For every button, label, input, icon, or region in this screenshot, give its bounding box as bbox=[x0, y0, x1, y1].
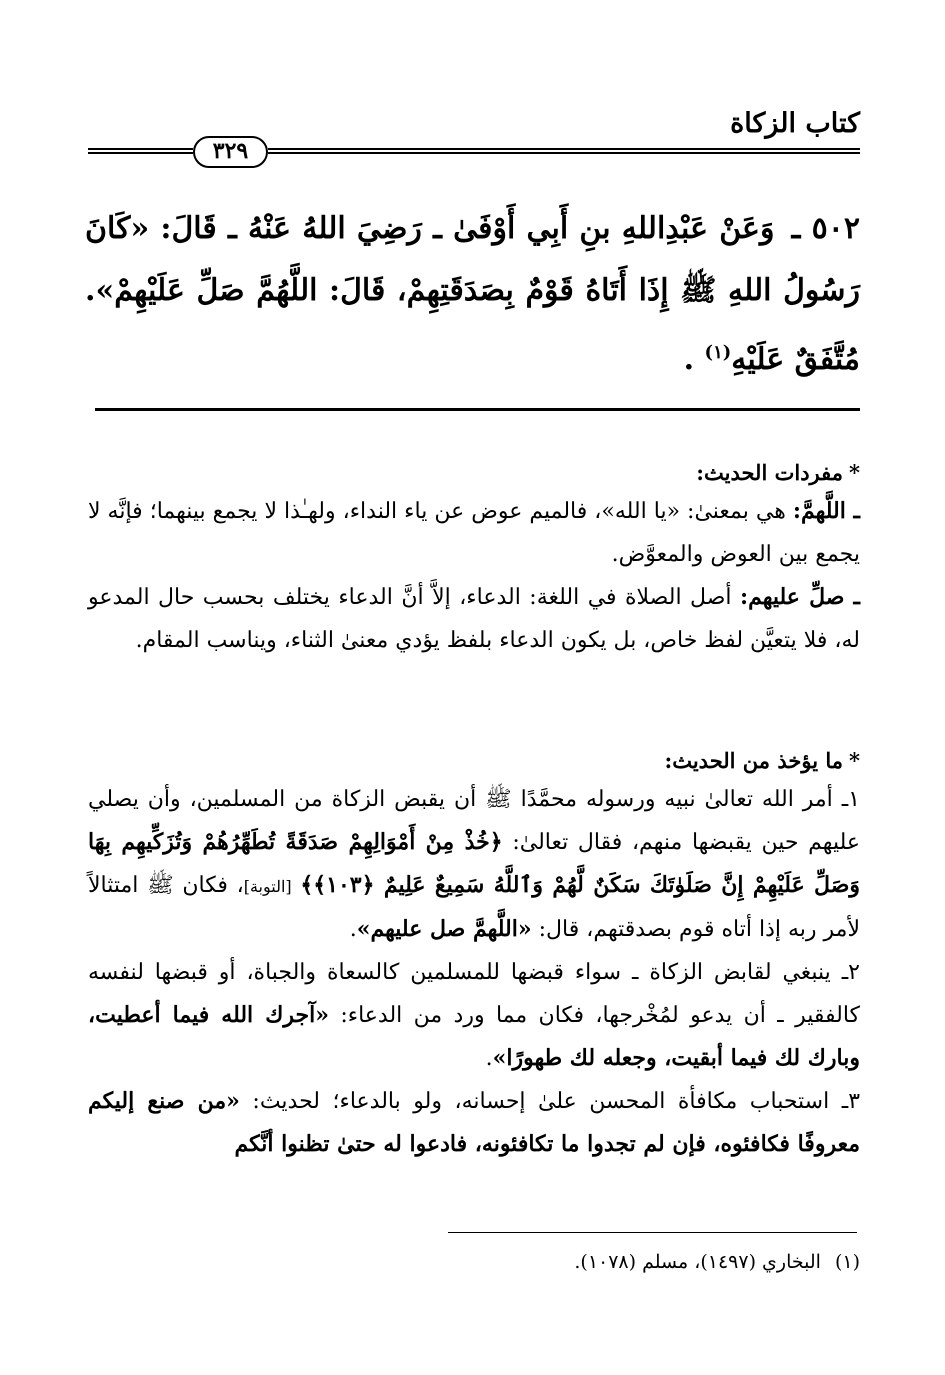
footnote bbox=[88, 1246, 860, 1278]
lesson-end: . bbox=[349, 917, 357, 942]
quran-verse: ﴿خُذْ مِنْ أَمْوَالِهِمْ صَدَقَةً تُطَهِّرُهُمْ وَتُزَكِّيهِم بِهَا وَصَلِّ عَلَيْهِمْ إِنَّ صَلَوٰتَكَ سَكَنٌ لَّهُمْ وَٱللَّهُ سَمِيعٌ عَلِيمٌ ﴿١٠٣﴾﴾ bbox=[88, 829, 861, 898]
vocab-definition: أصل الصلاة في اللغة: الدعاء، إلاَّ أنَّ الدعاء يختلف بحسب حال المدعو له، فلا يتعيَّن لفظ خاص، بل يكون الدعاء بلفظ يؤدي معنىٰ الثناء، ويناسب المقام. bbox=[88, 585, 860, 653]
hadith-end: . bbox=[683, 342, 695, 377]
vocab-term: ـ صلِّ عليهم: bbox=[739, 584, 860, 610]
lessons-heading-text: ما يؤخذ من الحديث: bbox=[664, 748, 844, 773]
header-rule-right bbox=[268, 148, 860, 154]
lesson-end: . bbox=[485, 1046, 493, 1071]
lesson-text: ، فكان ﷺ امتثالاً لأمر ربه إذا أتاه قوم بصدقتهم، قال: bbox=[88, 873, 860, 942]
star-icon: * bbox=[849, 460, 860, 485]
star-icon: * bbox=[849, 748, 860, 773]
section-divider bbox=[95, 408, 860, 411]
vocab-heading-text: مفردات الحديث: bbox=[696, 460, 844, 485]
lesson-quote: «آجرك الله فيما أعطيت، وبارك لك فيما أبقيت، وجعله لك طهورًا» bbox=[88, 1002, 860, 1071]
running-title: كتاب الزكاة bbox=[730, 108, 860, 139]
footnote-text: البخاري (١٤٩٧)، مسلم (١٠٧٨). bbox=[574, 1251, 821, 1273]
footnote-ref: (١) bbox=[704, 342, 732, 363]
page-number: ٣٢٩ bbox=[193, 136, 268, 168]
vocab-section bbox=[88, 458, 860, 662]
lesson-item-2 bbox=[88, 951, 860, 1080]
lessons-heading bbox=[88, 746, 860, 776]
verse-source: [التوبة] bbox=[243, 877, 292, 896]
hadith-body: وَعَنْ عَبْدِاللهِ بنِ أَبِي أَوْفَىٰ ـ رَضِيَ اللهُ عَنْهُ ـ قَالَ: «كَانَ رَسُولُ اللهِ ﷺ إِذَا أَتَاهُ قَوْمٌ بِصَدَقَتِهِمْ، قَالَ: اللَّهُمَّ صَلِّ عَلَيْهِمْ». مُتَّفَقٌ عَلَيْهِ bbox=[85, 211, 860, 377]
hadith-text-block bbox=[85, 198, 860, 391]
lesson-quote: «من صنع إليكم معروفًا فكافئوه، فإن لم تجدوا ما تكافئونه، فادعوا له حتىٰ تظنوا أنَّكم bbox=[88, 1088, 860, 1157]
lesson-text: ١ـ أمر الله تعالىٰ نبيه ورسوله محمَّدًا ﷺ أن يقبض الزكاة من المسلمين، وأن يصلي عليهم حين يقبضها منهم، فقال تعالىٰ: bbox=[88, 787, 860, 855]
lesson-text: ٢ـ ينبغي لقابض الزكاة ـ سواء قبضها للمسلمين كالسعاة والجباة، أو قبضها لنفسه كالفقير ـ أن يدعو لمُخْرجها، فكان مما ورد من الدعاء: bbox=[88, 960, 861, 1028]
lesson-text: ٣ـ استحباب مكافأة المحسن علىٰ إحسانه، ولو بالدعاء؛ لحديث: bbox=[252, 1089, 861, 1114]
vocab-term: ـ اللَّهمَّ: bbox=[792, 498, 860, 524]
lesson-item-1 bbox=[88, 778, 860, 951]
hadith-number: ٥٠٢ ـ bbox=[791, 211, 861, 246]
header-rule-left bbox=[88, 148, 193, 154]
footnote-number: (١) bbox=[834, 1251, 860, 1273]
lesson-item-3 bbox=[88, 1080, 860, 1166]
vocab-entry bbox=[88, 576, 860, 662]
lessons-section bbox=[88, 746, 860, 1166]
lesson-quote: «اللَّهمَّ صل عليهم» bbox=[356, 916, 532, 942]
vocab-heading bbox=[88, 458, 860, 488]
footnote-rule bbox=[448, 1232, 857, 1233]
vocab-entry bbox=[88, 490, 860, 576]
vocab-definition: هي بمعنىٰ: «يا الله»، فالميم عوض عن ياء النداء، ولهـٰذا لا يجمع بينهما؛ فإنَّه لا يجمع بين العوض والمعوَّض. bbox=[88, 499, 860, 567]
